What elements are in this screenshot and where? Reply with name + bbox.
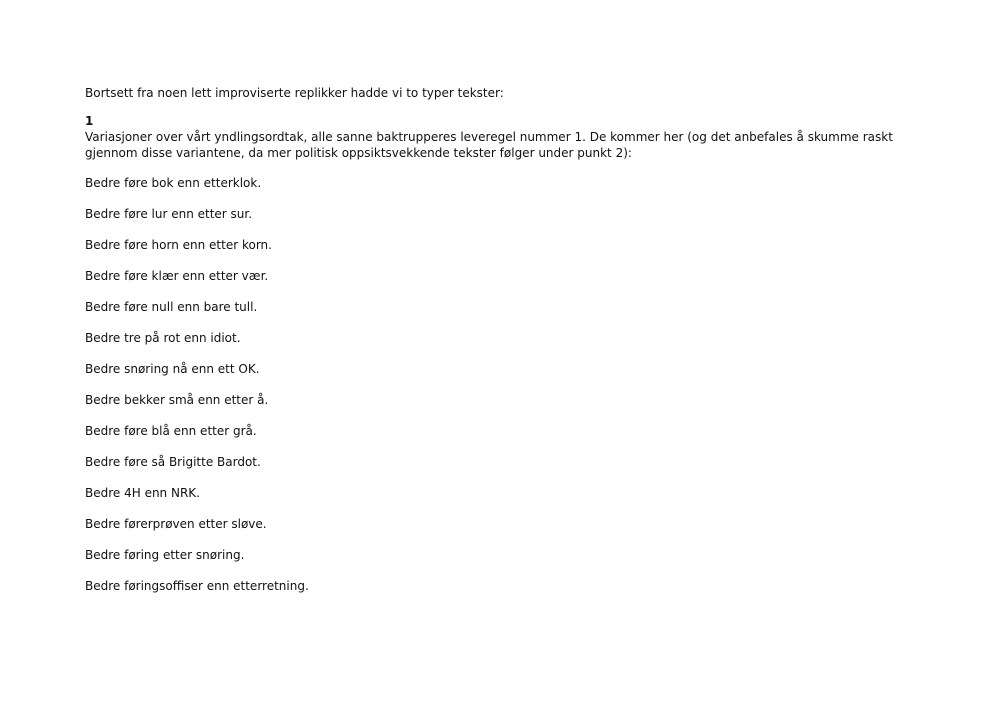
saying-item: Bedre føre klær enn etter vær. (85, 269, 269, 283)
saying-item: Bedre bekker små enn etter å. (85, 393, 269, 407)
saying-item: Bedre føre horn enn etter korn. (85, 238, 272, 252)
saying-item: Bedre føring etter snøring. (85, 548, 245, 562)
saying-item: Bedre føre lur enn etter sur. (85, 207, 253, 221)
section-paragraph: Variasjoner over vårt yndlingsordtak, alle sanne baktrupperes leveregel nummer 1. De kommer her (og det anbefales å skumme raskt gjennom disse variantene, da mer politisk oppsiktsvekkende tekster følger under punkt 2): (85, 130, 893, 160)
saying-item: Bedre snøring nå enn ett OK. (85, 362, 260, 376)
document-page (85, 85, 915, 609)
saying-item: Bedre føre blå enn etter grå. (85, 424, 257, 438)
saying-item: Bedre førerprøven etter sløve. (85, 517, 267, 531)
saying-item: Bedre føringsoffiser enn etterretning. (85, 579, 309, 593)
intro-paragraph: Bortsett fra noen lett improviserte replikker hadde vi to typer tekster: (85, 86, 504, 100)
saying-item: Bedre tre på rot enn idiot. (85, 331, 241, 345)
saying-item: Bedre føre så Brigitte Bardot. (85, 455, 261, 469)
saying-item: Bedre 4H enn NRK. (85, 486, 200, 500)
saying-item: Bedre føre bok enn etterklok. (85, 176, 262, 190)
section-number: 1 (85, 114, 94, 128)
saying-item: Bedre føre null enn bare tull. (85, 300, 258, 314)
sayings-list (85, 175, 915, 609)
